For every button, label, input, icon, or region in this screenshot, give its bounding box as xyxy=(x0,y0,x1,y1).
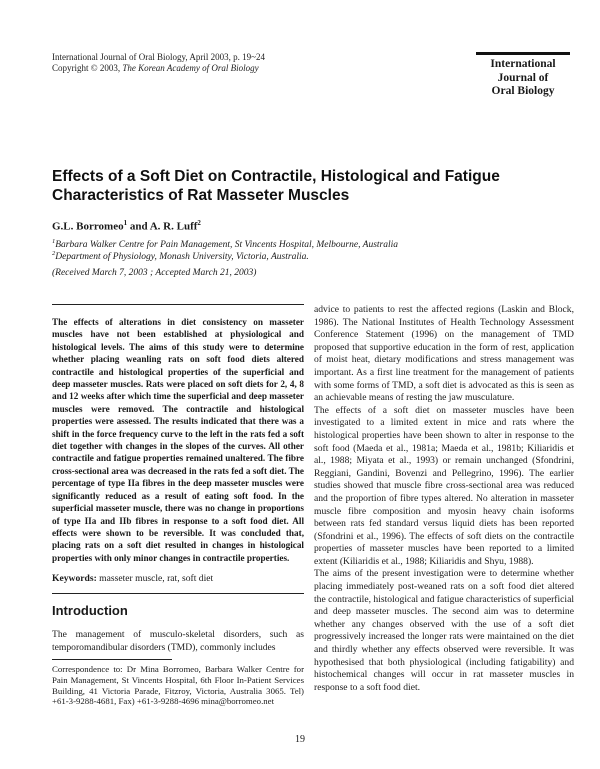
article-title: Effects of a Soft Diet on Contractile, Histological and Fatigue Characteristics of Rat Masseter Muscles xyxy=(52,168,500,204)
introduction-text: The management of musculo-skeletal disorders, such as temporomandibular disorders (TMD), commonly includes xyxy=(52,629,304,653)
paragraph-2: The effects of a soft diet on masseter muscles have been investigated to a limited extent in mice and rats where the histological properties have been shown to alter in response to the soft food (Maeda et al., 1981a; Maeda et al., 1981b; Kiliaridis et al., 1988; Miyata et al., 1993) or remain unchanged (Sfondrini, Reggiani, Gandini, Bovenzi and Pellegrino, 1996). The earlier studies showed that muscle fibre cross-sectional area was reduced and the proportion of fibre types altered. No alteration in masseter muscle fibre composition and myosin heavy chain isoforms between rats fed standard versus liquid diets has been reported (Sfondrini et al., 1996). The effects of soft diets on the contractile properties of masseter muscles have been reported to a limited extent (Kiliaridis et al., 1988; Kiliaridis and Shyu, 1988). xyxy=(314,404,574,567)
paragraph-1: advice to patients to rest the affected regions (Laskin and Block, 1986). The National Institutes of Health Technology Assessment Conference Statement (1996) on the management of TMD proposed that supportive education in the form of rest, application of moist heat, dietary modifications and stress management was important. As a first line treatment for the management of patients with some forms of TMD, a soft diet is advocated as this is seen as an achievable means of resting the jaw musculature. xyxy=(314,304,574,404)
right-column xyxy=(314,304,574,694)
affiliation-2-text: Department of Physiology, Monash University, Victoria, Australia. xyxy=(55,252,309,263)
affiliation-2 xyxy=(52,248,309,264)
abstract-top-rule xyxy=(52,304,304,305)
journal-logo-line3: Oral Biology xyxy=(491,85,555,97)
copyright-line xyxy=(52,63,259,74)
correspondence-footnote: Correspondence to: Dr Mina Borromeo, Barbara Walker Centre for Pain Management, St Vincents Hospital, 6th Floor In-Patient Services Building, 41 Victoria Parade, Fitzroy, Victoria, Australia 3065. Tel) +61-3-9288-4681, Fax) +61-3-9288-4696 mina@borromeo.net xyxy=(52,664,304,707)
affiliation-1-sup: 1 xyxy=(52,238,56,245)
page-number: 19 xyxy=(295,734,305,745)
keywords-text: masseter muscle, rat, soft diet xyxy=(96,573,214,584)
received-dates: (Received March 7, 2003 ; Accepted March 21, 2003) xyxy=(52,268,257,278)
affiliation-1-text: Barbara Walker Centre for Pain Management, St Vincents Hospital, Melbourne, Australia xyxy=(55,240,399,251)
author-1: G.L. Borromeo xyxy=(52,220,124,233)
journal-logo-line2: Journal of xyxy=(497,71,549,84)
keywords xyxy=(52,573,213,584)
author-line xyxy=(52,219,201,233)
journal-logo-line1: International xyxy=(490,58,556,70)
author-2: and A. R. Luff xyxy=(127,220,198,233)
affiliation-2-sup: 2 xyxy=(52,250,56,257)
author-1-sup: 1 xyxy=(123,219,128,227)
introduction-heading: Introduction xyxy=(52,603,128,618)
copyright-prefix: Copyright © 2003, xyxy=(52,63,123,73)
author-2-sup: 2 xyxy=(197,219,201,227)
footnote-rule xyxy=(52,659,172,660)
section-rule xyxy=(52,593,304,594)
keywords-label: Keywords: xyxy=(52,573,97,584)
journal-logo-box xyxy=(476,52,570,99)
copyright-society: The Korean Academy of Oral Biology xyxy=(122,63,259,73)
paragraph-3: The aims of the present investigation were to determine whether placing immediately post-weaned rats on a soft food diet altered the contractile, histological and fatigue characteristics of superficial and deep masseter muscles. The second aim was to determine whether any changes observed with the use of a soft diet progressively increased the longer rats were maintained on the diet and thirdly whether any effects observed were reversible. It was hypothesised that both physiological (including fatigability) and histochemical changes will occur in rat masseter muscles in response to a soft food diet. xyxy=(314,568,574,693)
abstract: The effects of alterations in diet consistency on masseter muscles have not been established at physiological and histological levels. The aims of this study were to determine whether placing weanling rats on soft food diets altered contractile and histological properties of the superficial and deep masseter muscles. Rats were placed on soft diets for 2, 4, 8 and 12 weeks after which time the superficial and deep masseter muscles were removed. The contractile and histological properties were assessed. The results indicated that there was a shift in the force frequency curve to the left in the rats fed a soft diet together with changes in the slopes of the curves. All other contractile and fatigue properties remained unaltered. The fibre cross-sectional area was decreased in the rats fed a soft diet. The percentage of type IIa fibres in the deep masseter muscles were significantly reduced as a result of eating soft food. In the superficial masseter muscle, there was no change in proportions of type IIa and IIb fibres in response to a soft food diet. All effects were shown to be reversible. It was concluded that, placing rats on a soft diet resulted in changes in histological properties with only minor changes in contractile properties. xyxy=(52,317,304,563)
journal-citation: International Journal of Oral Biology, April 2003, p. 19~24 xyxy=(52,52,266,62)
